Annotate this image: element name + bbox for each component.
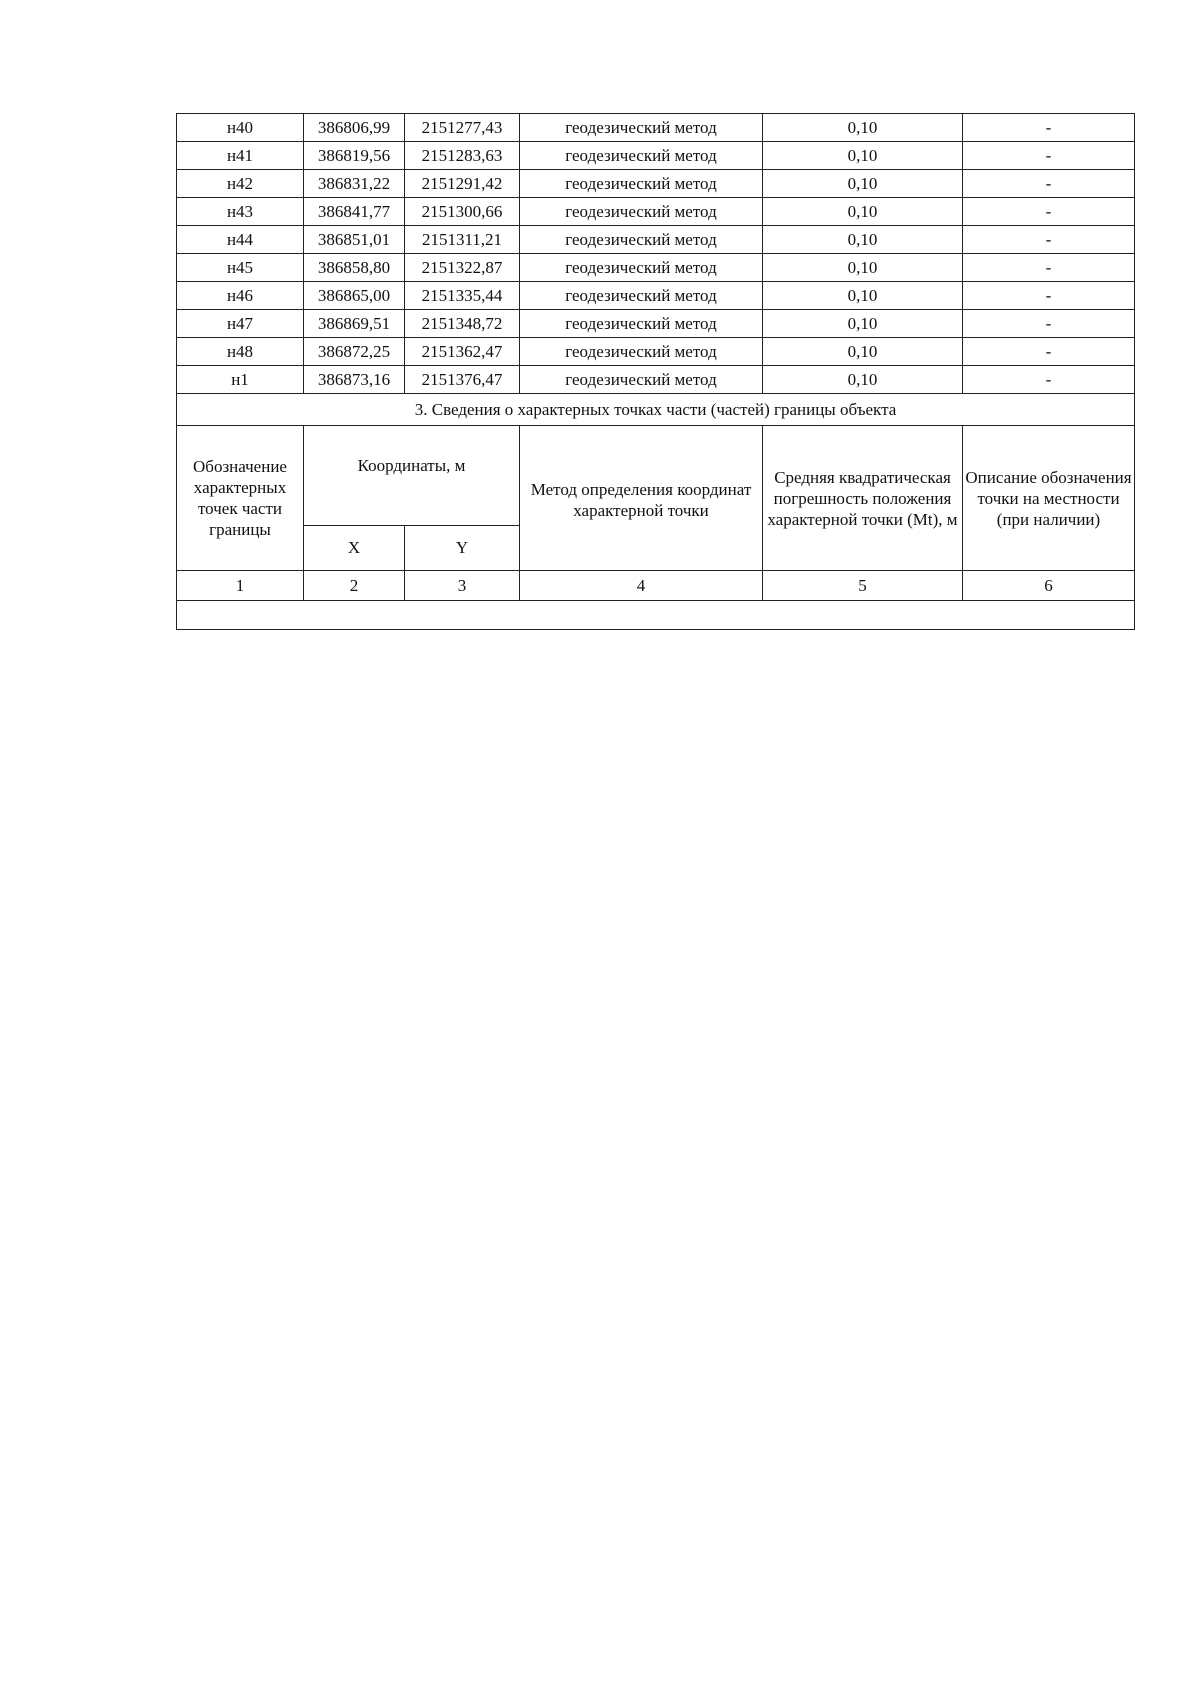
column-number: 1 <box>177 571 304 601</box>
point-designation-cell: н47 <box>177 310 304 338</box>
header-point-designation-label: Обозначение характерных точек части границы <box>193 457 287 539</box>
error-cell: 0,10 <box>763 142 963 170</box>
description-cell: - <box>963 366 1135 394</box>
description-cell: - <box>963 142 1135 170</box>
description-cell: - <box>963 170 1135 198</box>
table-row <box>177 198 1135 226</box>
header-point-designation <box>177 426 304 571</box>
section-title-row <box>177 394 1135 426</box>
column-number: 4 <box>520 571 763 601</box>
empty-cell <box>177 601 1135 630</box>
header-error-label: Средняя квадратическая погрешность положения характерной точки (Mt), м <box>767 467 958 529</box>
method-cell: геодезический метод <box>520 338 763 366</box>
method-cell: геодезический метод <box>520 226 763 254</box>
empty-row <box>177 601 1135 630</box>
point-designation-cell: н40 <box>177 114 304 142</box>
x-coordinate-cell: 386841,77 <box>304 198 405 226</box>
description-cell: - <box>963 254 1135 282</box>
table-row <box>177 310 1135 338</box>
y-coordinate-cell: 2151335,44 <box>405 282 520 310</box>
header-method-label: Метод определения координат характерной точки <box>530 480 752 520</box>
points-table-body <box>177 114 1135 630</box>
x-coordinate-cell: 386872,25 <box>304 338 405 366</box>
column-numbers-row <box>177 571 1135 601</box>
method-cell: геодезический метод <box>520 114 763 142</box>
header-y: Y <box>405 526 520 571</box>
error-cell: 0,10 <box>763 198 963 226</box>
header-method <box>520 426 763 571</box>
column-number: 2 <box>304 571 405 601</box>
error-cell: 0,10 <box>763 170 963 198</box>
method-cell: геодезический метод <box>520 254 763 282</box>
x-coordinate-cell: 386819,56 <box>304 142 405 170</box>
table-row <box>177 282 1135 310</box>
header-error <box>763 426 963 571</box>
header-description <box>963 426 1135 571</box>
error-cell: 0,10 <box>763 338 963 366</box>
section-title: 3. Сведения о характерных точках части (частей) границы объекта <box>177 394 1135 426</box>
description-cell: - <box>963 310 1135 338</box>
column-number: 3 <box>405 571 520 601</box>
method-cell: геодезический метод <box>520 142 763 170</box>
method-cell: геодезический метод <box>520 170 763 198</box>
table-row <box>177 142 1135 170</box>
x-coordinate-cell: 386806,99 <box>304 114 405 142</box>
table-row <box>177 170 1135 198</box>
point-designation-cell: н46 <box>177 282 304 310</box>
header-coordinates <box>304 426 520 526</box>
x-coordinate-cell: 386873,16 <box>304 366 405 394</box>
x-coordinate-cell: 386869,51 <box>304 310 405 338</box>
header-coordinates-label: Координаты, м <box>357 456 466 475</box>
x-coordinate-cell: 386858,80 <box>304 254 405 282</box>
description-cell: - <box>963 226 1135 254</box>
x-coordinate-cell: 386851,01 <box>304 226 405 254</box>
point-designation-cell: н48 <box>177 338 304 366</box>
y-coordinate-cell: 2151348,72 <box>405 310 520 338</box>
method-cell: геодезический метод <box>520 310 763 338</box>
y-coordinate-cell: 2151322,87 <box>405 254 520 282</box>
characteristic-points-table <box>176 113 1135 630</box>
y-coordinate-cell: 2151362,47 <box>405 338 520 366</box>
description-cell: - <box>963 282 1135 310</box>
method-cell: геодезический метод <box>520 282 763 310</box>
error-cell: 0,10 <box>763 282 963 310</box>
x-coordinate-cell: 386865,00 <box>304 282 405 310</box>
table-row <box>177 114 1135 142</box>
error-cell: 0,10 <box>763 226 963 254</box>
method-cell: геодезический метод <box>520 366 763 394</box>
description-cell: - <box>963 198 1135 226</box>
point-designation-cell: н41 <box>177 142 304 170</box>
y-coordinate-cell: 2151300,66 <box>405 198 520 226</box>
point-designation-cell: н44 <box>177 226 304 254</box>
error-cell: 0,10 <box>763 366 963 394</box>
y-coordinate-cell: 2151311,21 <box>405 226 520 254</box>
table-row <box>177 366 1135 394</box>
x-coordinate-cell: 386831,22 <box>304 170 405 198</box>
point-designation-cell: н42 <box>177 170 304 198</box>
table-row <box>177 254 1135 282</box>
y-coordinate-cell: 2151283,63 <box>405 142 520 170</box>
error-cell: 0,10 <box>763 114 963 142</box>
error-cell: 0,10 <box>763 254 963 282</box>
header-description-label: Описание обозначения точки на местности (при наличии) <box>965 467 1132 529</box>
point-designation-cell: н1 <box>177 366 304 394</box>
y-coordinate-cell: 2151277,43 <box>405 114 520 142</box>
y-coordinate-cell: 2151376,47 <box>405 366 520 394</box>
header-row <box>177 426 1135 526</box>
error-cell: 0,10 <box>763 310 963 338</box>
header-x: X <box>304 526 405 571</box>
column-number: 5 <box>763 571 963 601</box>
column-number: 6 <box>963 571 1135 601</box>
table-row <box>177 226 1135 254</box>
method-cell: геодезический метод <box>520 198 763 226</box>
description-cell: - <box>963 338 1135 366</box>
y-coordinate-cell: 2151291,42 <box>405 170 520 198</box>
point-designation-cell: н45 <box>177 254 304 282</box>
table-row <box>177 338 1135 366</box>
point-designation-cell: н43 <box>177 198 304 226</box>
description-cell: - <box>963 114 1135 142</box>
